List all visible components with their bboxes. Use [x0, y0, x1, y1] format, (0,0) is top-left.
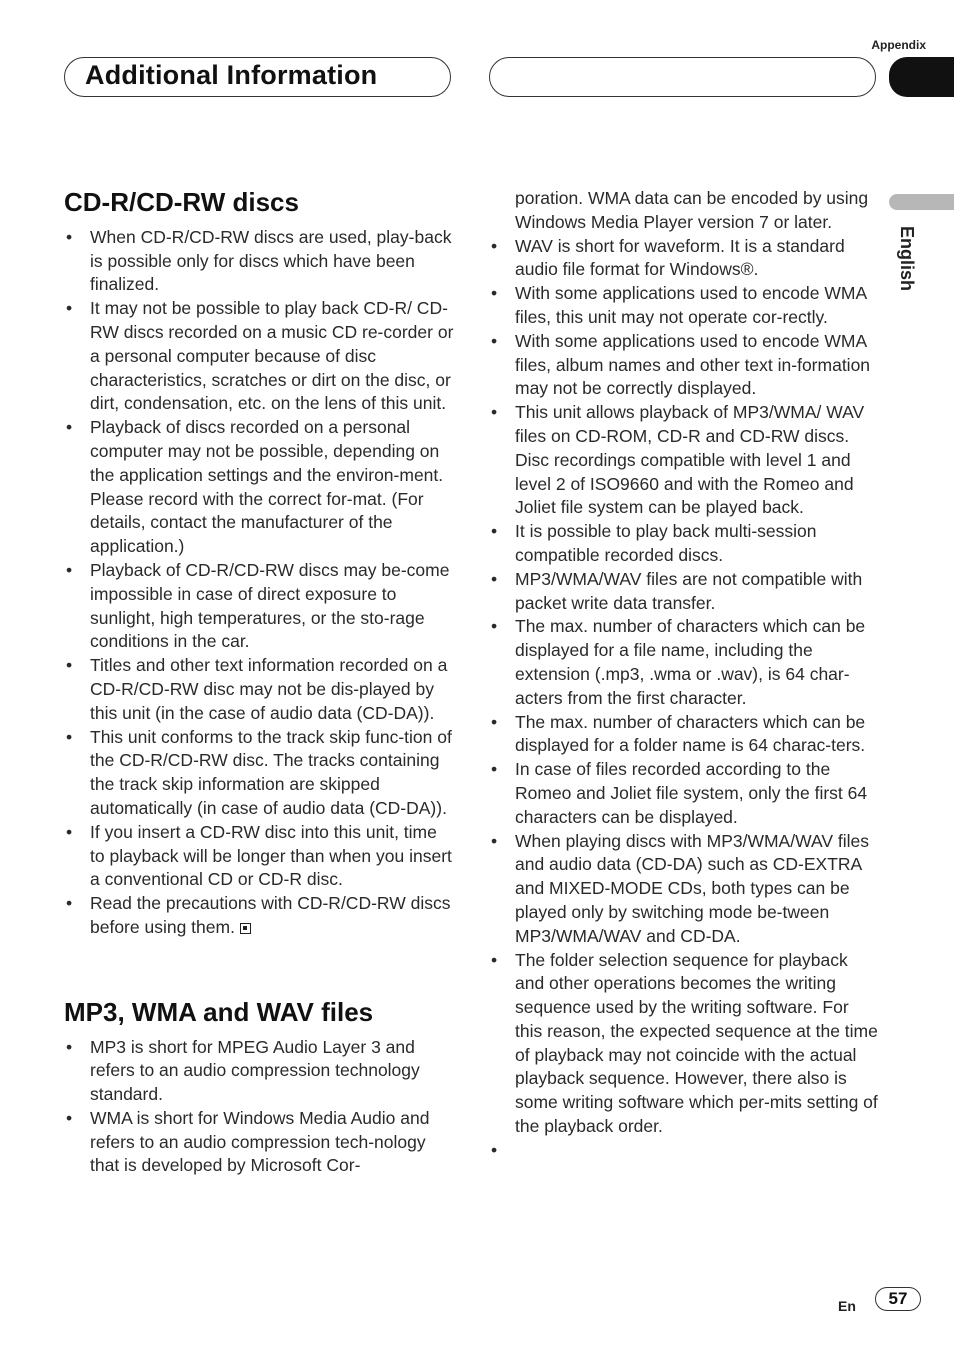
list-item: • This unit conforms to the track skip func-tion of the CD-R/CD-RW disc. The tracks containing the track skip information are skipped automatically (in case of audio data (CD-DA)).	[66, 726, 452, 818]
list-item: • WAV is short for waveform. It is a standard audio file format for Windows®.	[491, 235, 845, 280]
page-number: 57	[875, 1287, 921, 1311]
continued-text: poration. WMA data can be encoded by using Windows Media Player version 7 or later.	[515, 188, 869, 232]
list-item: • In case of files recorded according to the Romeo and Joliet file system, only the first 64 characters can be displayed.	[491, 759, 868, 827]
left-column	[64, 180, 456, 1178]
empty-header-box	[489, 57, 876, 97]
list-item: • With some applications used to encode WMA files, album names and other text in-formation may not be correctly displayed.	[491, 330, 871, 399]
section-heading-mp3: MP3, WMA and WAV files	[64, 996, 374, 1027]
language-tab	[889, 194, 954, 210]
list-item: • MP3/WMA/WAV files are not compatible with packet write data transfer.	[491, 568, 863, 613]
section-title-box	[64, 57, 451, 97]
list-item: • MP3 is short for MPEG Audio Layer 3 and refers to an audio compression technology standard.	[66, 1036, 420, 1105]
list-item: • Read the precautions with CD-R/CD-RW discs before using them.	[66, 893, 451, 937]
language-label: English	[897, 226, 917, 292]
cdr-bullet-list	[64, 226, 456, 940]
list-item: • The max. number of characters which can be displayed for a folder name is 64 charac-ters.	[491, 711, 866, 756]
list-item: • With some applications used to encode WMA files, this unit may not operate cor-rectly.	[491, 283, 867, 327]
mp3-bullet-list-continued: • WAV is short for waveform. It is a standard audio file format for Windows®. • With some applications used to encode WMA files, this unit may not operate cor-rectly. • With some applications used to encode WMA files, album names and other text in-formation may not be correctly displayed. • This unit allows playback of MP3/WMA/ WAV files on CD-ROM, CD-R and CD-RW discs. Disc recordings compatible with level 1 and level 2 of ISO9660 and with the Romeo and Joliet file system can be played back. • It is possible to play back multi-session compatible recorded discs. • MP3/WMA/WAV files are not compatible with packet write data transfer. • The max. number of characters which can be displayed for a file name, including the extension (.mp3, .wma or .wav), is 64 char-acters from the first character. • The max. number of characters which can be displayed for a folder name is 64 charac-ters. • In case of files recorded according to the Romeo and Joliet file system, only the first 64 characters can be displayed. • When playing discs with MP3/WMA/WAV files and audio data (CD-DA) such as CD-EXTRA and MIXED-MODE CDs, both types can be played only by switching mode be-tween MP3/WMA/WAV and CD-DA. • The folder selection sequence for playback and other operations becomes the writing sequence used by the writing software. For this reason, the expected sequence at the time of playback may not coincide with the actual playback sequence. However, there also is some writing software which per-mits setting of the playback order. •	[491, 235, 878, 1160]
list-item: • Titles and other text information recorded on a CD-R/CD-RW disc may not be dis-played by this unit (in the case of audio data (CD-DA)).	[66, 655, 448, 723]
mp3-bullet-list	[64, 1036, 456, 1179]
end-mark-icon	[240, 923, 251, 934]
list-item: • Playback of discs recorded on a personal computer may not be possible, depending on the application settings and the environ-ment. Please record with the correct for-mat. (For details, contact the manufacturer of the application.)	[66, 417, 444, 557]
right-column	[489, 187, 879, 1160]
list-item: • It may not be possible to play back CD-R/ CD-RW discs recorded on a music CD re-corder or a personal computer because of disc characteristics, scratches or dirt on the disc, or dirt, condensation, etc. on the lens of this unit.	[66, 298, 454, 414]
chapter-tab	[889, 57, 954, 97]
list-item: • When CD-R/CD-RW discs are used, play-back is possible only for discs which have been finalized.	[66, 226, 452, 295]
section-heading-cdr: CD-R/CD-RW discs	[64, 187, 299, 217]
list-item: • Playback of CD-R/CD-RW discs may be-come impossible in case of direct exposure to sunlight, high temperatures, or the sto-rage conditions in the car.	[66, 559, 450, 652]
appendix-label: Appendix	[871, 38, 926, 52]
list-item: • The max. number of characters which can be displayed for a file name, including the extension (.mp3, .wma or .wav), is 64 char-acters from the first character.	[491, 616, 866, 708]
list-item: • If you insert a CD-RW disc into this unit, time to playback will be longer than when you insert a conventional CD or CD-R disc.	[66, 821, 452, 890]
list-item: • The folder selection sequence for playback and other operations becomes the writing sequence used by the writing software. For this reason, the expected sequence at the time of playback may not coincide with the actual playback sequence. However, there also is some writing software which per-mits setting of the playback order.	[491, 949, 878, 1137]
list-item: • It is possible to play back multi-session compatible recorded discs.	[491, 521, 817, 565]
list-item: • WMA is short for Windows Media Audio and refers to an audio compression tech-nology that is developed by Microsoft Cor-	[66, 1107, 430, 1176]
page-title: Additional Information	[85, 60, 378, 90]
list-item: • This unit allows playback of MP3/WMA/ WAV files on CD-ROM, CD-R and CD-RW discs. Disc recordings compatible with level 1 and level 2 of ISO9660 and with the Romeo and Joliet file system can be played back.	[491, 402, 865, 518]
language-code: En	[838, 1298, 856, 1314]
list-item: • When playing discs with MP3/WMA/WAV files and audio data (CD-DA) such as CD-EXTRA and MIXED-MODE CDs, both types can be played only by switching mode be-tween MP3/WMA/WAV and CD-DA.	[491, 830, 869, 946]
